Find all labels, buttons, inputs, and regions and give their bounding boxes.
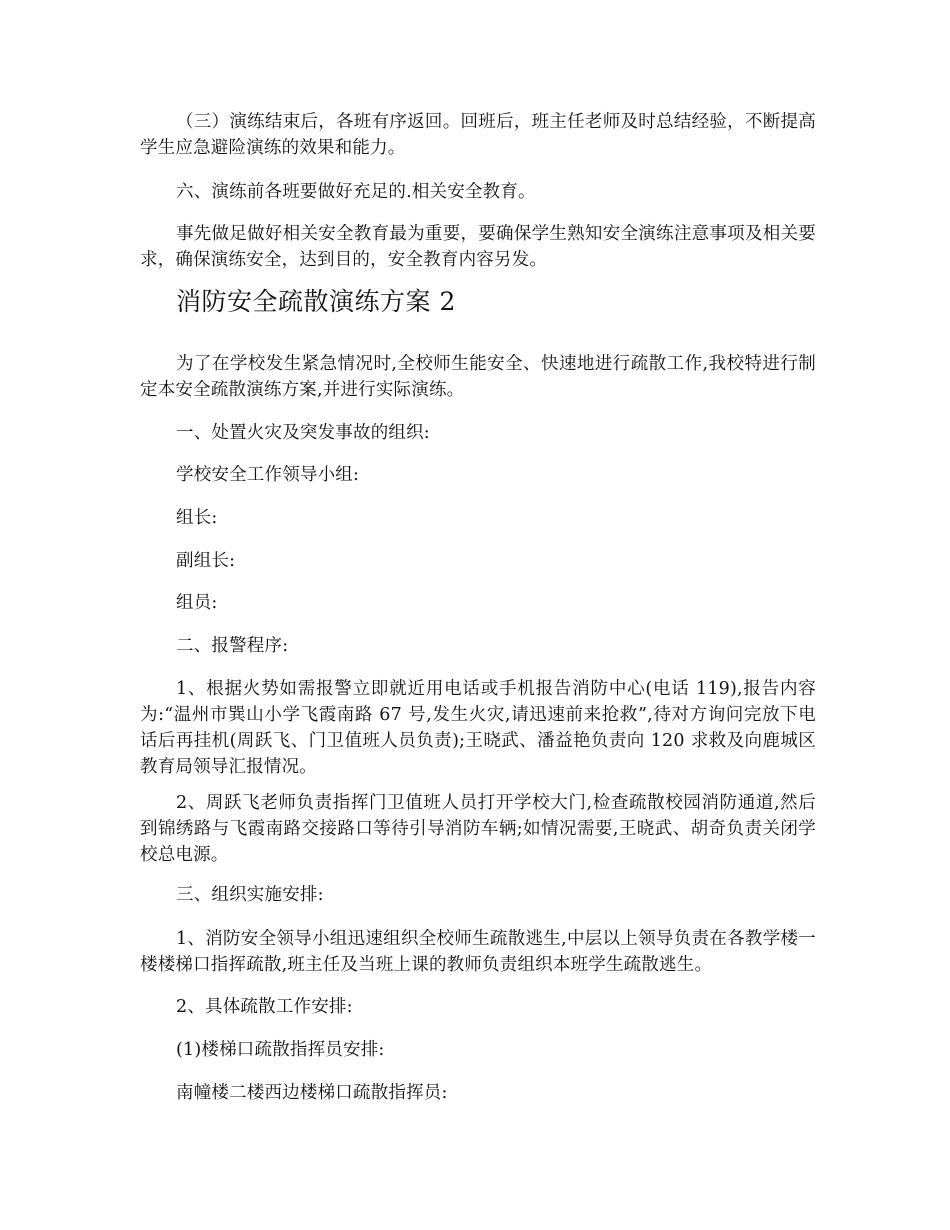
paragraph-implementation-step-2: 2、具体疏散工作安排: <box>176 997 353 1017</box>
paragraph-members: 组员: <box>176 593 218 613</box>
paragraph-intro: 为了在学校发生紧急情况时,全校师生能安全、快速地进行疏散工作,我校特进行制定本安全疏散演练方案,并进行实际演练。 <box>140 354 816 400</box>
paragraph-leadership-group: 学校安全工作领导小组: <box>176 465 360 485</box>
paragraph-safety-education-detail: 事先做足做好相关安全教育最为重要，要确保学生熟知安全演练注意事项及相关要求，确保演练安全，达到目的，安全教育内容另发。 <box>140 224 816 270</box>
paragraph-alarm-step-2: 2、周跃飞老师负责指挥门卫值班人员打开学校大门,检查疏散校园消防通道,然后到锦绣路与飞霞南路交接路口等待引导消防车辆;如情况需要,王晓武、胡奇负责关闭学校总电源。 <box>140 793 816 865</box>
paragraph-alarm-step-1: 1、根据火势如需报警立即就近用电话或手机报告消防中心(电话 119),报告内容为:“温州市巽山小学飞霞南路 67 号,发生火灾,请迅速前来抢救”,待对方询问完放下电话后再挂机(周跃飞、门卫值班人员负责);王晓武、潘益艳负责向 120 求救及向鹿城区教育局领导汇报情况。 <box>140 679 816 777</box>
paragraph-drill-end: （三）演练结束后，各班有序返回。回班后，班主任老师及时总结经验，不断提高学生应急避险演练的效果和能力。 <box>140 112 816 158</box>
paragraph-organization-title: 一、处置火灾及突发事故的组织: <box>176 423 430 443</box>
section-heading: 消防安全疏散演练方案 2 <box>176 287 456 316</box>
paragraph-south-building-stairway: 南幢楼二楼西边楼梯口疏散指挥员: <box>176 1083 448 1103</box>
paragraph-implementation-step-1: 1、消防安全领导小组迅速组织全校师生疏散逃生,中层以上领导负责在各教学楼一楼楼梯口指挥疏散,班主任及当班上课的教师负责组织本班学生疏散逃生。 <box>140 929 816 975</box>
paragraph-stairway-commanders: (1)楼梯口疏散指挥员安排: <box>176 1040 385 1060</box>
paragraph-group-leader: 组长: <box>176 508 218 528</box>
paragraph-alarm-procedure: 二、报警程序: <box>176 636 289 656</box>
paragraph-implementation: 三、组织实施安排: <box>176 885 324 905</box>
paragraph-safety-education-item: 六、演练前各班要做好充足的.相关安全教育。 <box>176 182 536 202</box>
paragraph-deputy-leader: 副组长: <box>176 551 236 571</box>
